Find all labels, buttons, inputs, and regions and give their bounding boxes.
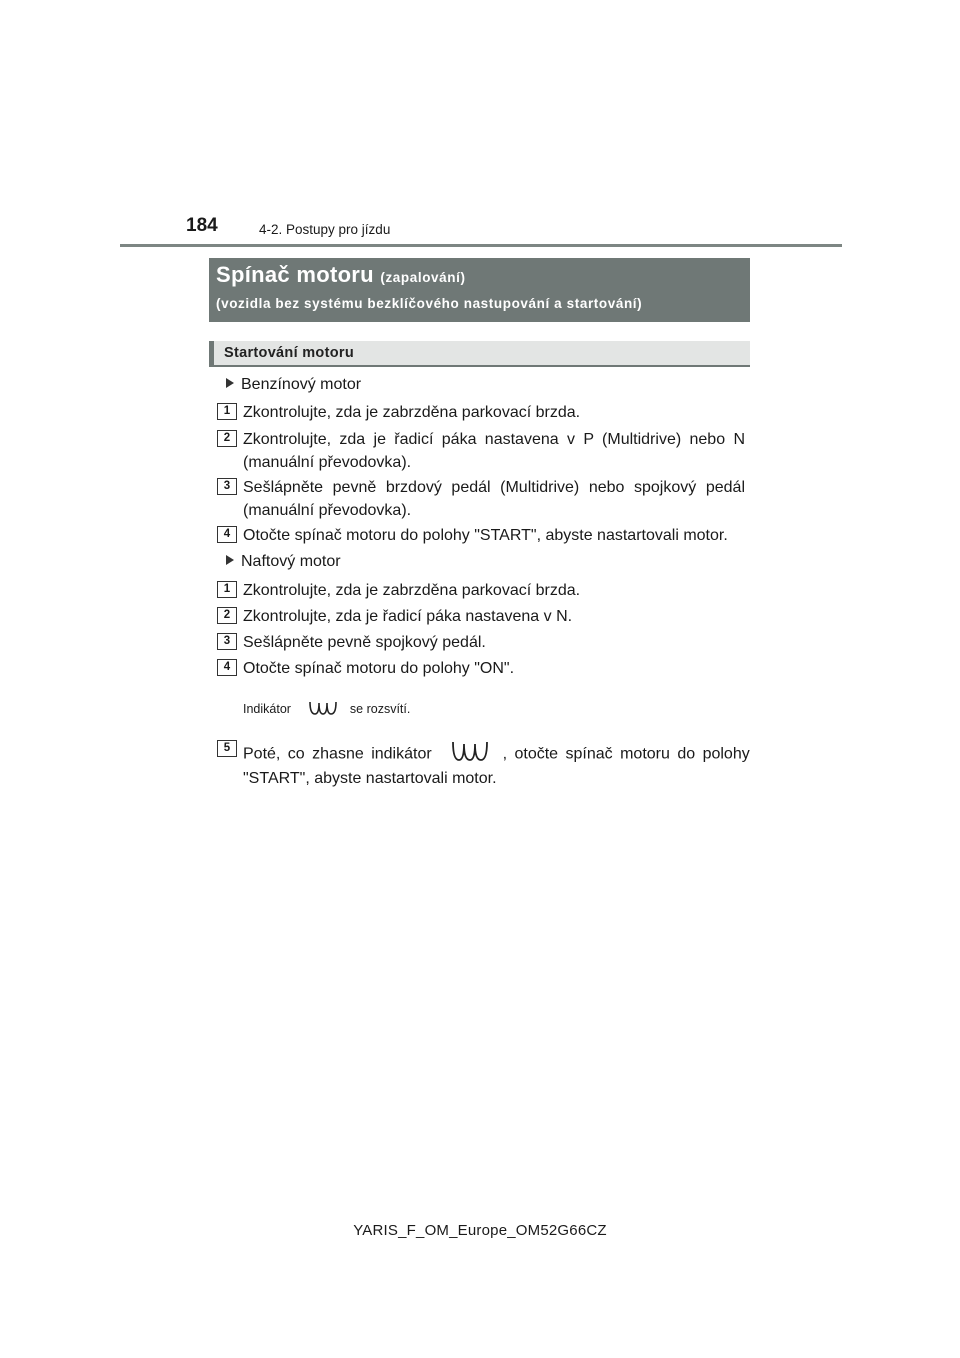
title-banner [209, 258, 750, 322]
triangle-bullet-icon [226, 555, 234, 565]
page-title [216, 262, 466, 288]
petrol-engine-label: Benzínový motor [241, 376, 362, 393]
step-text: Zkontrolujte, zda je řadicí páka nastavena v P (Multidrive) nebo N (manuální převodovka). [243, 431, 745, 471]
step-number-badge: 1 [217, 581, 237, 598]
step-number-badge: 5 [217, 740, 237, 757]
title-suffix: (zapalování) [380, 270, 466, 285]
header-divider [120, 244, 842, 247]
step-number-badge: 3 [217, 633, 237, 650]
step-number-badge: 4 [217, 659, 237, 676]
title-main-text: Spínač motoru [216, 262, 374, 287]
triangle-bullet-icon [226, 378, 234, 388]
step-number-badge: 3 [217, 478, 237, 495]
step5-line2: "START", abyste nastartovali motor. [243, 770, 497, 787]
step5-text-before: Poté, co zhasne indikátor [243, 745, 432, 763]
section-title: 4-2. Postupy pro jízdu [259, 222, 391, 237]
step-text: Sešlápněte pevně brzdový pedál (Multidrive) nebo spojkový pedál (manuální převodovka). [243, 479, 745, 519]
page-number: 184 [186, 215, 218, 236]
step-text: Otočte spínač motoru do polohy "START", abyste nastartovali motor. [243, 527, 728, 544]
step-number-badge: 2 [217, 430, 237, 447]
step-text: Sešlápněte pevně spojkový pedál. [243, 634, 486, 651]
step-number-badge: 2 [217, 607, 237, 624]
step5-text-after: , otočte spínač motoru do polohy [502, 745, 750, 763]
title-subtitle: (vozidla bez systému bezklíčového nastupování a startování) [216, 296, 643, 311]
petrol-engine-bullet [226, 376, 361, 394]
diesel-engine-bullet [226, 553, 341, 571]
step-text: Zkontrolujte, zda je zabrzděna parkovací brzda. [243, 404, 581, 421]
indicator-note [243, 699, 410, 720]
step-text: Zkontrolujte, zda je řadicí páka nastavena v N. [243, 608, 573, 625]
note-text-before: Indikátor [243, 701, 291, 716]
document-code: YARIS_F_OM_Europe_OM52G66CZ [353, 1222, 607, 1239]
step-number-badge: 1 [217, 403, 237, 420]
step-number-badge: 4 [217, 526, 237, 543]
step-text: Zkontrolujte, zda je zabrzděna parkovací brzda. [243, 582, 581, 599]
note-text-after: se rozsvítí. [349, 701, 411, 716]
glow-plug-indicator-icon [308, 699, 338, 720]
subheading-label: Startování motoru [224, 345, 354, 361]
diesel-engine-label: Naftový motor [241, 553, 341, 570]
subheading-bar [209, 341, 750, 367]
step-text: Otočte spínač motoru do polohy "ON". [243, 660, 515, 677]
